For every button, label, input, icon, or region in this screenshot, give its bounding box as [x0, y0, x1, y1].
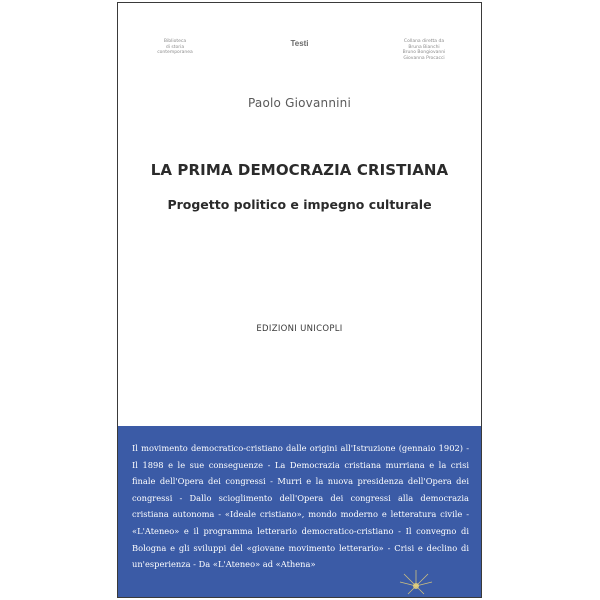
author-name: Paolo Giovannini	[248, 96, 351, 110]
series-label: Testi	[290, 39, 309, 48]
book-title: LA PRIMA DEMOCRAZIA CRISTIANA	[150, 161, 449, 179]
publisher-name: EDIZIONI UNICOPLI	[256, 324, 343, 334]
series-editors: Collana diretta da Bruna Bianchi Bruno Bongiovanni Giovanna Procacci	[402, 39, 446, 61]
series-header	[118, 39, 481, 69]
series-name: Biblioteca di storia contemporanea	[157, 39, 193, 55]
sun-ornament-icon	[398, 568, 434, 596]
book-cover	[117, 2, 482, 598]
blurb-panel	[118, 426, 481, 598]
book-subtitle: Progetto politico e impegno culturale	[167, 197, 432, 212]
blurb-text: Il movimento democratico-cristiano dalle origini all'Istruzione (gennaio 1902) - Il 1898 e le sue conseguenze - La Democrazia cristiana murriana e la crisi finale dell'Opera dei congressi - Murri e la nuova presidenza dell'Opera dei congressi - Dallo scioglimento dell'Opera dei congressi alla democrazia cristiana autonoma - «Ideale cristiano», mondo moderno e letteratura civile - «L'Ateneo» e il programma letterario democratico-cristiano - Il convegno di Bologna e gli sviluppi del «giovane movimento letterario» - Crisi e declino di un'esperienza - Da «L'Ateneo» ad «Athena»	[132, 443, 469, 570]
